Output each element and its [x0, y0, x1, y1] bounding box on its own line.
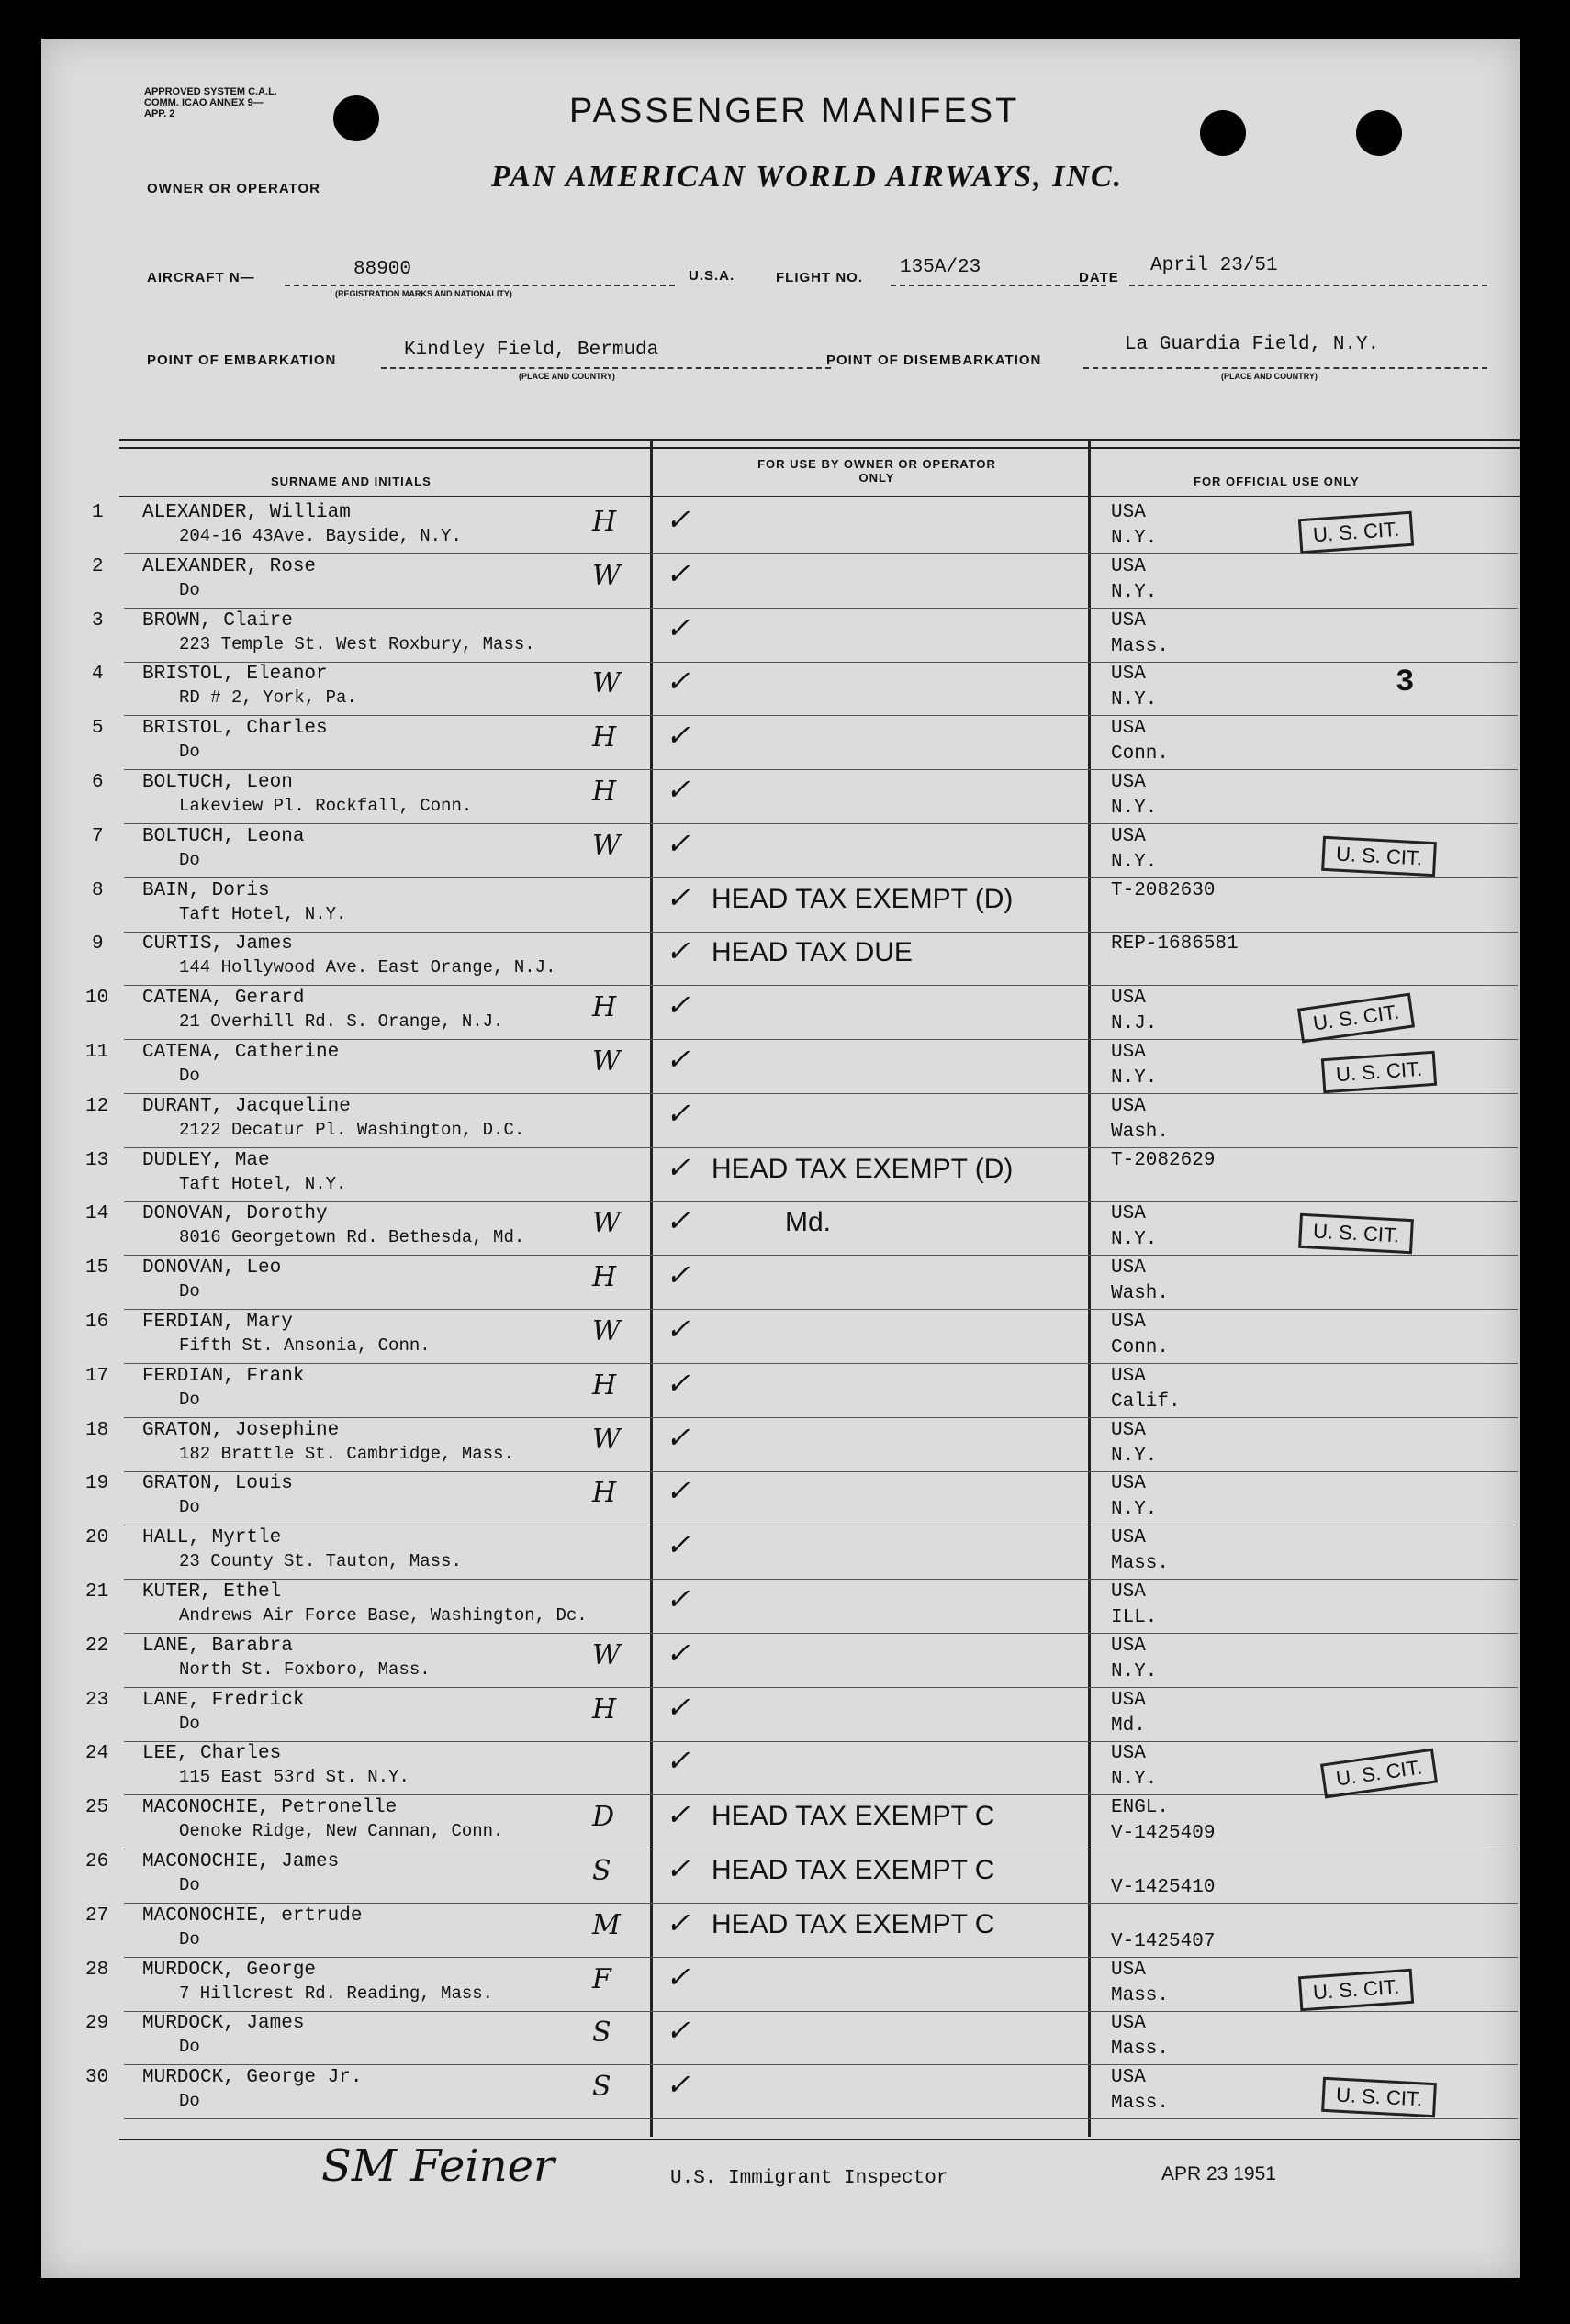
passenger-mark: W — [592, 559, 621, 592]
table-top-rule — [119, 439, 1520, 441]
passenger-address: Do — [179, 1066, 200, 1086]
official-entry: USA — [1111, 2013, 1146, 2035]
official-entry: N.Y. — [1111, 1769, 1158, 1791]
row-divider — [124, 1579, 1518, 1580]
passenger-address: Lakeview Pl. Rockfall, Conn. — [179, 796, 473, 816]
passenger-name: DUDLEY, Mae — [142, 1149, 270, 1171]
row-divider — [124, 662, 1518, 663]
row-divider — [124, 2118, 1518, 2119]
passenger-mark: W — [592, 1207, 621, 1240]
passenger-number: 30 — [85, 2067, 109, 2089]
official-entry: USA — [1111, 1473, 1146, 1495]
official-entry: Mass. — [1111, 2039, 1170, 2061]
official-entry: USA — [1111, 1203, 1146, 1225]
owner-note: HEAD TAX EXEMPT (D) — [712, 1153, 1014, 1184]
row-divider — [124, 1687, 1518, 1688]
row-divider — [124, 1471, 1518, 1472]
passenger-name: FERDIAN, Frank — [142, 1365, 305, 1387]
check-mark-icon: ✓ — [666, 502, 690, 537]
passenger-name: DURANT, Jacqueline — [142, 1095, 351, 1117]
check-mark-icon: ✓ — [666, 555, 690, 591]
official-entry: USA — [1111, 1419, 1146, 1441]
row-divider — [124, 769, 1518, 770]
passenger-mark: H — [592, 776, 617, 808]
official-entry: USA — [1111, 1689, 1146, 1711]
passenger-mark: H — [592, 506, 617, 538]
row-divider — [124, 1309, 1518, 1310]
passenger-address: Andrews Air Force Base, Washington, Dc. — [179, 1605, 588, 1626]
official-entry: Conn. — [1111, 743, 1170, 765]
check-mark-icon: ✓ — [666, 988, 690, 1023]
passenger-number: 25 — [85, 1797, 109, 1819]
check-mark-icon: ✓ — [666, 1959, 690, 1994]
passenger-number: 22 — [85, 1635, 109, 1657]
official-entry: Mass. — [1111, 635, 1170, 657]
passenger-number: 15 — [85, 1257, 109, 1279]
passenger-mark: H — [592, 1693, 617, 1726]
row-divider — [124, 1957, 1518, 1958]
passenger-address: Do — [179, 1497, 200, 1518]
passenger-mark: W — [592, 1638, 621, 1671]
passenger-address: Oenoke Ridge, New Cannan, Conn. — [179, 1821, 504, 1842]
passenger-address: 8016 Georgetown Rd. Bethesda, Md. — [179, 1227, 525, 1248]
official-entry: USA — [1111, 1095, 1146, 1117]
passenger-number: 1 — [92, 502, 104, 523]
official-entry: ENGL. — [1111, 1797, 1170, 1819]
row-divider — [124, 1093, 1518, 1094]
passenger-address: North St. Foxboro, Mass. — [179, 1659, 431, 1680]
check-mark-icon: ✓ — [666, 1203, 690, 1239]
passenger-number: 6 — [92, 772, 104, 793]
passenger-mark: S — [592, 2071, 611, 2104]
official-entry: N.Y. — [1111, 1660, 1158, 1682]
owner-note: HEAD TAX EXEMPT (D) — [712, 883, 1014, 914]
official-entry: N.Y. — [1111, 1499, 1158, 1521]
official-entry: USA — [1111, 555, 1146, 577]
passenger-mark: F — [592, 1962, 611, 1995]
passenger-address: RD # 2, York, Pa. — [179, 687, 357, 709]
row-divider — [124, 1633, 1518, 1634]
passenger-number: 19 — [85, 1473, 109, 1495]
passenger-number: 10 — [85, 988, 109, 1010]
official-entry: USA — [1111, 1743, 1146, 1765]
passenger-name: BRISTOL, Eleanor — [142, 664, 328, 686]
check-mark-icon: ✓ — [666, 933, 690, 969]
passenger-address: 182 Brattle St. Cambridge, Mass. — [179, 1443, 514, 1464]
passenger-number: 12 — [85, 1095, 109, 1117]
embark-label: POINT OF EMBARKATION — [147, 352, 337, 368]
official-column-header: FOR OFFICIAL USE ONLY — [1194, 475, 1360, 488]
row-divider — [124, 2011, 1518, 2012]
passenger-name: BOLTUCH, Leon — [142, 772, 293, 793]
passenger-name: GRATON, Josephine — [142, 1419, 340, 1441]
check-mark-icon: ✓ — [666, 1635, 690, 1670]
passenger-number: 17 — [85, 1365, 109, 1387]
official-entry: Calif. — [1111, 1391, 1181, 1413]
official-entry: Mass. — [1111, 1553, 1170, 1575]
us-citizen-stamp: U. S. CIT. — [1321, 836, 1437, 877]
row-divider — [124, 1363, 1518, 1364]
check-mark-icon: ✓ — [666, 1257, 690, 1293]
disembark-line — [1083, 367, 1487, 369]
passenger-name: MURDOCK, James — [142, 2013, 305, 2035]
embark-sub: (PLACE AND COUNTRY) — [519, 372, 615, 381]
passenger-address: 223 Temple St. West Roxbury, Mass. — [179, 633, 535, 654]
official-entry: N.Y. — [1111, 1445, 1158, 1467]
passenger-name: LANE, Fredrick — [142, 1689, 305, 1711]
owner-note: HEAD TAX EXEMPT C — [712, 1801, 995, 1832]
passenger-number: 27 — [85, 1905, 109, 1927]
check-mark-icon: ✓ — [666, 879, 690, 915]
official-entry: T-2082629 — [1111, 1149, 1216, 1171]
official-entry: N.Y. — [1111, 1229, 1158, 1251]
embark-line — [381, 367, 831, 369]
column-divider-2 — [1088, 439, 1091, 2137]
passenger-name: MURDOCK, George — [142, 1959, 317, 1981]
official-entry: USA — [1111, 1581, 1146, 1603]
passenger-number: 9 — [92, 933, 104, 955]
row-divider — [124, 1794, 1518, 1795]
passenger-address: Do — [179, 579, 200, 600]
flight-number: 135A/23 — [900, 257, 981, 278]
row-divider — [124, 1147, 1518, 1148]
official-entry: V-1425410 — [1111, 1877, 1216, 1898]
aircraft-label: AIRCRAFT N— — [147, 270, 255, 285]
check-mark-icon: ✓ — [666, 1419, 690, 1455]
passenger-number: 4 — [92, 664, 104, 686]
passenger-mark: W — [592, 1045, 621, 1078]
official-entry: N.Y. — [1111, 528, 1158, 549]
official-entry: N.Y. — [1111, 851, 1158, 873]
date-label: DATE — [1079, 270, 1119, 285]
passenger-address: 144 Hollywood Ave. East Orange, N.J. — [179, 957, 556, 978]
check-mark-icon: ✓ — [666, 609, 690, 645]
official-entry: V-1425407 — [1111, 1930, 1216, 1952]
passenger-address: Do — [179, 1281, 200, 1302]
official-entry: N.Y. — [1111, 581, 1158, 603]
passenger-address: Do — [179, 2091, 200, 2112]
passenger-name: CATENA, Catherine — [142, 1042, 340, 1063]
row-divider — [124, 985, 1518, 986]
passenger-mark: W — [592, 1423, 621, 1456]
passenger-name: FERDIAN, Mary — [142, 1312, 293, 1333]
flight-label: FLIGHT NO. — [776, 270, 863, 285]
passenger-address: 204-16 43Ave. Bayside, N.Y. — [179, 526, 462, 546]
official-entry: USA — [1111, 502, 1146, 523]
punch-hole — [333, 95, 379, 141]
passenger-address: Do — [179, 742, 200, 763]
check-mark-icon: ✓ — [666, 1312, 690, 1346]
flight-line — [891, 285, 1106, 286]
check-mark-icon: ✓ — [666, 1527, 690, 1563]
passenger-mark: W — [592, 667, 621, 700]
passenger-address: Do — [179, 1713, 200, 1734]
passenger-name: MACONOCHIE, James — [142, 1851, 340, 1872]
passenger-name: LANE, Barabra — [142, 1635, 293, 1657]
check-mark-icon: ✓ — [666, 1581, 690, 1616]
us-citizen-stamp: U. S. CIT. — [1321, 2077, 1437, 2117]
passenger-name: BOLTUCH, Leona — [142, 825, 305, 847]
check-mark-icon: ✓ — [666, 825, 690, 861]
owner-note: HEAD TAX EXEMPT C — [712, 1855, 995, 1885]
official-entry: USA — [1111, 718, 1146, 740]
passenger-name: BRISTOL, Charles — [142, 718, 328, 740]
row-divider — [124, 823, 1518, 824]
aircraft-sub: (REGISTRATION MARKS AND NATIONALITY) — [335, 289, 512, 298]
passenger-address: Do — [179, 1389, 200, 1410]
passenger-name: CURTIS, James — [142, 933, 293, 955]
passenger-address: 21 Overhill Rd. S. Orange, N.J. — [179, 1011, 504, 1033]
passenger-name: DONOVAN, Dorothy — [142, 1203, 328, 1225]
passenger-number: 14 — [85, 1203, 109, 1225]
us-citizen-stamp: U. S. CIT. — [1298, 1213, 1414, 1254]
official-entry: N.J. — [1111, 1013, 1158, 1035]
check-mark-icon: ✓ — [666, 1797, 690, 1833]
row-divider — [124, 932, 1518, 933]
airline-name: PAN AMERICAN WORLD AIRWAYS, INC. — [491, 160, 1124, 194]
usa-label: U.S.A. — [689, 268, 735, 284]
official-entry: USA — [1111, 1257, 1146, 1279]
passenger-name: MACONOCHIE, ertrude — [142, 1905, 363, 1927]
passenger-address: 115 East 53rd St. N.Y. — [179, 1767, 409, 1788]
official-entry: Wash. — [1111, 1283, 1170, 1305]
owner-note: HEAD TAX EXEMPT C — [712, 1908, 995, 1939]
passenger-name: GRATON, Louis — [142, 1473, 293, 1495]
disembark-sub: (PLACE AND COUNTRY) — [1221, 372, 1318, 381]
passenger-number: 8 — [92, 879, 104, 901]
official-entry: T-2082630 — [1111, 879, 1216, 901]
aircraft-number: 88900 — [353, 259, 412, 280]
column-divider-1 — [650, 439, 653, 2137]
passenger-mark: S — [592, 2017, 611, 2050]
manifest-page — [41, 39, 1520, 2278]
official-entry: USA — [1111, 1312, 1146, 1333]
inspector-signature: SM Feiner — [321, 2140, 555, 2192]
passenger-name: KUTER, Ethel — [142, 1581, 282, 1603]
passenger-mark: W — [592, 1315, 621, 1347]
check-mark-icon: ✓ — [666, 664, 690, 699]
row-divider — [124, 877, 1518, 878]
check-mark-icon: ✓ — [666, 1149, 690, 1185]
passenger-mark: H — [592, 721, 617, 754]
owner-column-header: FOR USE BY OWNER OR OPERATOR ONLY — [757, 457, 996, 485]
passenger-mark: W — [592, 829, 621, 862]
passenger-number: 20 — [85, 1527, 109, 1549]
punch-hole — [1200, 110, 1246, 156]
official-entry: N.Y. — [1111, 1067, 1158, 1089]
passenger-name: BROWN, Claire — [142, 609, 293, 631]
page-title: PASSENGER MANIFEST — [569, 92, 1020, 130]
check-mark-icon: ✓ — [666, 2013, 690, 2049]
check-mark-icon: ✓ — [666, 1473, 690, 1509]
disembark-place: La Guardia Field, N.Y. — [1125, 334, 1380, 355]
official-entry: REP-1686581 — [1111, 933, 1239, 955]
passenger-number: 16 — [85, 1312, 109, 1333]
passenger-address: Do — [179, 2037, 200, 2058]
check-mark-icon: ✓ — [666, 718, 690, 754]
passenger-address: 7 Hillcrest Rd. Reading, Mass. — [179, 1983, 494, 2004]
passenger-name: LEE, Charles — [142, 1743, 282, 1765]
passenger-address: 2122 Decatur Pl. Washington, D.C. — [179, 1119, 525, 1140]
row-divider — [124, 715, 1518, 716]
official-entry: N.Y. — [1111, 689, 1158, 711]
official-entry: Mass. — [1111, 2093, 1170, 2115]
official-entry: V-1425409 — [1111, 1823, 1216, 1845]
row-divider — [124, 1741, 1518, 1742]
passenger-number: 11 — [85, 1042, 109, 1063]
flight-date: April 23/51 — [1150, 255, 1278, 276]
check-mark-icon: ✓ — [666, 1905, 690, 1940]
passenger-number: 7 — [92, 825, 104, 847]
table-top-rule-2 — [119, 447, 1520, 449]
official-entry: USA — [1111, 988, 1146, 1010]
disembark-label: POINT OF DISEMBARKATION — [826, 352, 1042, 368]
passenger-address: Do — [179, 1875, 200, 1895]
us-citizen-stamp: U. S. CIT. — [1298, 1968, 1414, 2011]
row-divider — [124, 2064, 1518, 2065]
passenger-number: 28 — [85, 1959, 109, 1981]
official-entry: N.Y. — [1111, 798, 1158, 819]
row-divider — [124, 1255, 1518, 1256]
check-mark-icon: ✓ — [666, 772, 690, 807]
official-entry: USA — [1111, 664, 1146, 686]
passenger-number: 3 — [92, 609, 104, 631]
passenger-address: 23 County St. Tauton, Mass. — [179, 1551, 462, 1572]
official-entry: USA — [1111, 772, 1146, 793]
official-entry: USA — [1111, 825, 1146, 847]
passenger-number: 13 — [85, 1149, 109, 1171]
passenger-address: Taft Hotel, N.Y. — [179, 903, 347, 924]
passenger-address: Taft Hotel, N.Y. — [179, 1173, 347, 1194]
passenger-name: HALL, Myrtle — [142, 1527, 282, 1549]
owner-note: Md. — [785, 1207, 832, 1238]
aircraft-line — [285, 285, 675, 286]
passenger-address: Fifth St. Ansonia, Conn. — [179, 1335, 431, 1356]
row-divider — [124, 553, 1518, 554]
official-entry: USA — [1111, 1527, 1146, 1549]
passenger-mark: H — [592, 1477, 617, 1510]
passenger-name: BAIN, Doris — [142, 879, 270, 901]
check-mark-icon: ✓ — [666, 1042, 690, 1077]
check-mark-icon: ✓ — [666, 2067, 690, 2103]
us-citizen-stamp: U. S. CIT. — [1320, 1749, 1438, 1799]
passenger-number: 26 — [85, 1851, 109, 1872]
row-divider — [124, 1417, 1518, 1418]
passenger-name: MURDOCK, George Jr. — [142, 2067, 363, 2089]
row-divider — [124, 1201, 1518, 1202]
passenger-mark: H — [592, 1261, 617, 1294]
passenger-address: Do — [179, 1928, 200, 1950]
row-divider — [124, 608, 1518, 609]
passenger-number: 24 — [85, 1743, 109, 1765]
passenger-mark: H — [592, 991, 617, 1024]
official-entry: USA — [1111, 609, 1146, 631]
passenger-number: 29 — [85, 2013, 109, 2035]
check-mark-icon: ✓ — [666, 1743, 690, 1779]
inspector-label: U.S. Immigrant Inspector — [670, 2168, 948, 2189]
official-entry: USA — [1111, 1635, 1146, 1657]
official-entry: Md. — [1111, 1715, 1146, 1737]
passenger-mark: M — [592, 1908, 621, 1941]
us-citizen-stamp: U. S. CIT. — [1297, 993, 1415, 1044]
header-rule — [119, 496, 1520, 497]
inspection-date: APR 23 1951 — [1161, 2163, 1276, 2184]
passenger-address: Do — [179, 849, 200, 870]
form-approval-note: APPROVED SYSTEM C.A.L. COMM. ICAO ANNEX 9—APP. 2 — [144, 86, 277, 119]
official-entry: Wash. — [1111, 1121, 1170, 1143]
passenger-number: 18 — [85, 1419, 109, 1441]
row-divider — [124, 1903, 1518, 1904]
check-mark-icon: ✓ — [666, 1365, 690, 1401]
official-entry: Mass. — [1111, 1984, 1170, 2006]
check-mark-icon: ✓ — [666, 1851, 690, 1886]
official-entry: Conn. — [1111, 1337, 1170, 1358]
passenger-mark: S — [592, 1855, 611, 1887]
passenger-mark: H — [592, 1369, 617, 1402]
date-line — [1129, 285, 1487, 286]
side-tally-mark: 3 — [1396, 665, 1415, 700]
owner-note: HEAD TAX DUE — [712, 937, 913, 968]
passenger-name: DONOVAN, Leo — [142, 1257, 282, 1279]
passenger-mark: D — [592, 1801, 615, 1834]
passenger-name: ALEXANDER, Rose — [142, 555, 317, 577]
passenger-name: MACONOCHIE, Petronelle — [142, 1797, 398, 1819]
us-citizen-stamp: U. S. CIT. — [1298, 511, 1414, 554]
passenger-number: 21 — [85, 1581, 109, 1603]
passenger-number: 23 — [85, 1689, 109, 1711]
passenger-name: ALEXANDER, William — [142, 502, 351, 523]
us-citizen-stamp: U. S. CIT. — [1321, 1051, 1437, 1094]
surname-column-header: SURNAME AND INITIALS — [271, 475, 432, 488]
passenger-number: 5 — [92, 718, 104, 740]
check-mark-icon: ✓ — [666, 1095, 690, 1131]
punch-hole — [1356, 110, 1402, 156]
official-entry: USA — [1111, 1365, 1146, 1387]
embark-place: Kindley Field, Bermuda — [404, 340, 659, 361]
owner-label: OWNER OR OPERATOR — [147, 181, 320, 196]
official-entry: USA — [1111, 1959, 1146, 1981]
passenger-number: 2 — [92, 555, 104, 577]
official-entry: USA — [1111, 1042, 1146, 1063]
passenger-name: CATENA, Gerard — [142, 988, 305, 1010]
official-entry: USA — [1111, 2067, 1146, 2089]
check-mark-icon: ✓ — [666, 1689, 690, 1725]
official-entry: ILL. — [1111, 1607, 1158, 1628]
